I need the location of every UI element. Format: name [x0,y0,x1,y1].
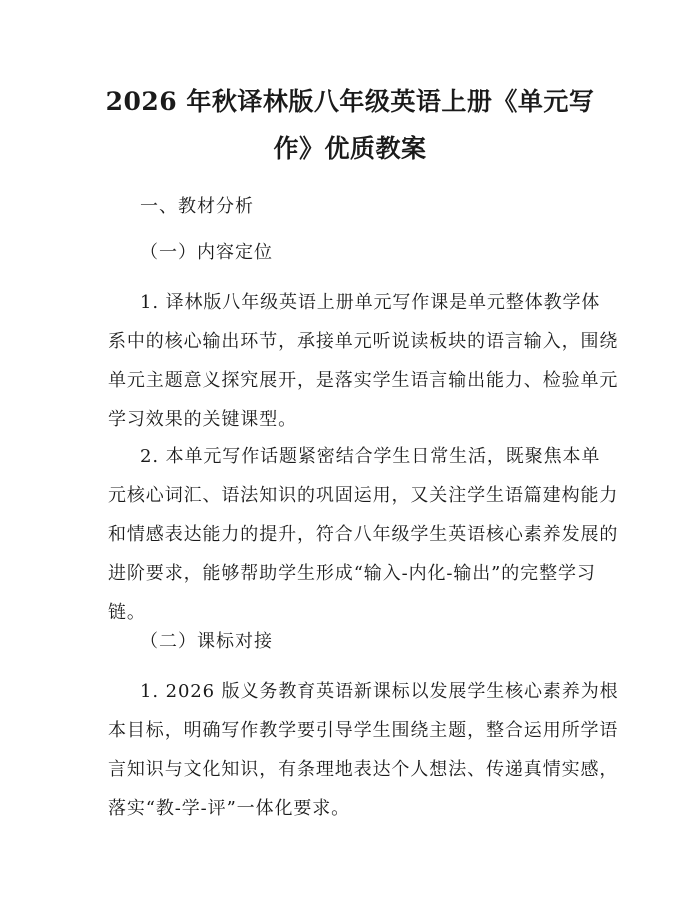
paragraph-line: 言知识与文化知识，有条理地表达个人想法、传递真情实感， [108,759,619,780]
subsection-heading-content-positioning: （一）内容定位 [140,242,273,263]
paragraph-line: 链。 [108,602,146,623]
paragraph-line: 进阶要求，能够帮助学生形成“输入-内化-输出”的完整学习 [108,563,596,584]
document-title-line2: 作》优质教案 [273,134,427,163]
paragraph-line: 元核心词汇、语法知识的巩固运用，又关注学生语篇建构能力 [108,485,619,506]
paragraph-line: 1. 译林版八年级英语上册单元写作课是单元整体教学体 [140,292,601,313]
document-title-line1: 2026 年秋译林版八年级英语上册《单元写 [105,87,595,116]
paragraph-line: 2. 本单元写作话题紧密结合学生日常生活，既聚焦本单 [140,446,601,467]
section-heading-textbook-analysis: 一、教材分析 [140,196,254,217]
paragraph-line: 本目标，明确写作教学要引导学生围绕主题，整合运用所学语 [108,720,619,741]
paragraph-curriculum-alignment-1 [108,672,619,828]
paragraph-line: 单元主题意义探究展开，是落实学生语言输出能力、检验单元 [108,370,619,391]
paragraph-content-positioning-1 [108,283,619,439]
paragraph-line: 学习效果的关键课型。 [108,409,297,430]
paragraph-line: 1. 2026 版义务教育英语新课标以发展学生核心素养为根 [140,681,619,702]
paragraph-content-positioning-2 [108,437,619,632]
paragraph-line: 落实“教-学-评”一体化要求。 [108,798,351,819]
paragraph-line: 系中的核心输出环节，承接单元听说读板块的语言输入，围绕 [108,331,619,352]
paragraph-line: 和情感表达能力的提升，符合八年级学生英语核心素养发展的 [108,524,619,545]
subsection-heading-curriculum-alignment: （二）课标对接 [140,631,273,652]
